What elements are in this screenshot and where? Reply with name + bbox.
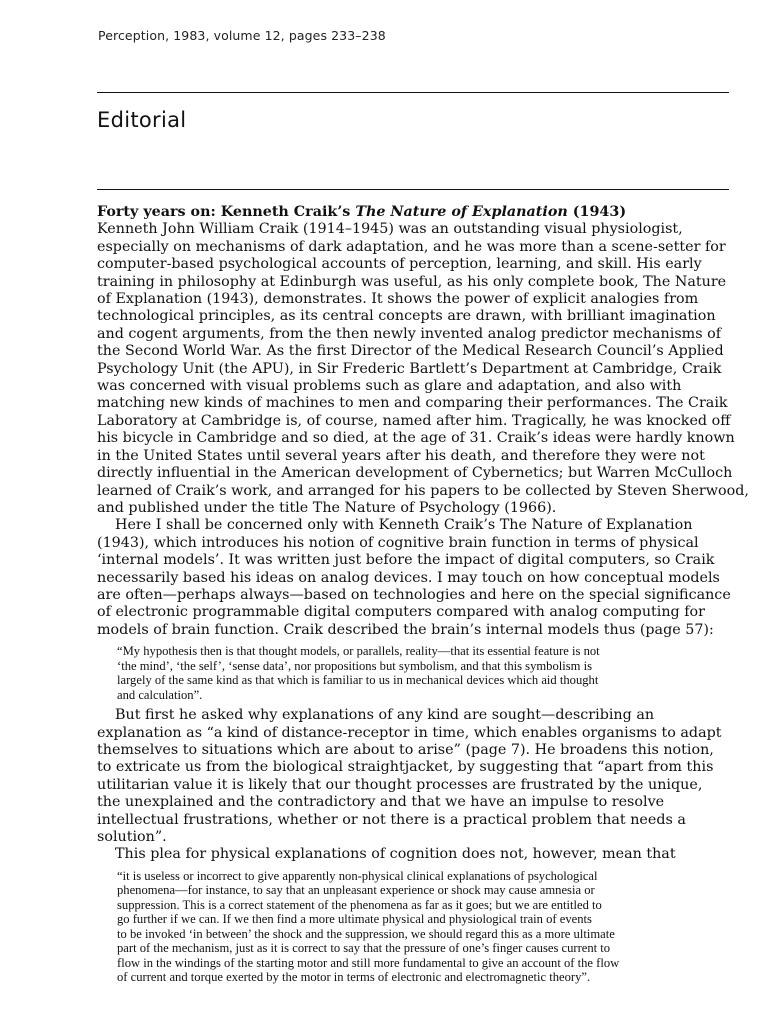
text-line: phenomena—for instance, to say that an unpleasant experience or shock may cause amnesia or [117,883,595,898]
text-line: the unexplained and the contradictory and that we have an impulse to resolve [97,794,665,811]
text-line: matching new kinds of machines to men and comparing their performances. The Craik [97,395,728,412]
article-body [97,204,749,990]
text-line: part of the mechanism, just as it is correct to say that the pressure of one’s finger causes current to [117,941,611,956]
paragraph-4 [97,846,737,863]
text-line: Psychology Unit (the APU), in Sir Frederic Bartlett’s Department at Cambridge, Craik [97,360,722,377]
text-line: are often—perhaps always—based on technologies and here on the special significance [97,586,731,603]
text-line: in the United States until several years after his death, and therefore they were not [97,447,705,464]
paragraph-3 [97,707,737,846]
text-line: training in philosophy at Edinburgh was useful, as his only complete book, The Nature [97,273,727,290]
text-line: learned of Craik’s work, and arranged for his papers to be collected by Steven Sherwood, [97,482,749,499]
text-line: solution”. [97,829,167,845]
text-line: go further if we can. If we then find a more ultimate physical and physiological train of events [117,912,592,927]
text-line: “My hypothesis then is that thought models, or parallels, reality—that its essential feature is not [117,644,600,659]
text-line: flow in the windings of the starting motor and still more fundamental to give an account of the flow [117,955,620,970]
text-line: “it is useless or incorrect to give apparently non-physical clinical explanations of psychological [117,868,598,883]
paragraph-2 [97,517,737,639]
text-line: of current and torque exerted by the motor in terms of electronic and electromagnetic theory”. [117,970,591,985]
text-line: suppression. This is a correct statement of the phenomena as far as it goes; but we are entitled to [117,897,602,912]
journal-citation: Perception, 1983, volume 12, pages 233–238 [98,28,386,43]
text-line: largely of the same kind as that which is familiar to us in mechanical devices which aid thought [117,673,599,688]
section-divider [97,189,729,190]
paragraph-1 [97,221,749,517]
text-line: directly influential in the American development of Cybernetics; but Warren McCulloch [97,465,733,482]
text-line: This plea for physical explanations of cognition does not, however, mean that [115,846,676,863]
text-line: necessarily based his ideas on analog devices. I may touch on how conceptual models [97,569,720,586]
text-line: his bicycle in Cambridge and so died, at the age of 31. Craik’s ideas were hardly known [97,430,735,447]
text-line: technological principles, as its central concepts are drawn, with brilliant imagination [97,308,716,325]
text-line: the Second World War. As the first Director of the Medical Research Council’s Applied [97,343,724,360]
text-line: to extricate us from the biological straightjacket, by suggesting that “apart from this [97,759,714,776]
text-line: of electronic programmable digital computers compared with analog computing for [97,604,705,621]
article-heading [97,204,737,221]
text-line: and calculation”. [117,687,203,702]
text-line: But first he asked why explanations of any kind are sought—describing an [115,707,655,724]
text-line: ‘internal models’. It was written just before the impact of digital computers, so Craik [97,552,715,569]
text-line: and cogent arguments, from the then newly invented analog predictor mechanisms of [97,325,722,342]
text-line: ‘the mind’, ‘the self’, ‘sense data’, nor propositions but symbolism, and that this symbolism is [117,658,593,673]
section-title: Editorial [97,108,187,132]
text-line: themselves to situations which are about to arise” (page 7). He broadens this notion, [97,741,714,758]
text-line: explanation as “a kind of distance-receptor in time, which enables organisms to adapt [97,724,722,741]
heading-suffix: (1943) [567,204,627,220]
text-line: Kenneth John William Craik (1914–1945) was an outstanding visual physiologist, [97,221,683,238]
text-line: especially on mechanisms of dark adaptation, and he was more than a scene-setter for [97,238,726,255]
heading-prefix: Forty years on: Kenneth Craik’s [97,204,356,220]
text-line: intellectual frustrations, whether or not there is a practical problem that needs a [97,811,686,828]
text-line: and published under the title The Nature of Psychology (1966). [97,499,557,516]
text-line: Laboratory at Cambridge is, of course, named after him. Tragically, he was knocked off [97,412,731,429]
text-line: utilitarian value it is likely that our thought processes are frustrated by the unique, [97,776,703,793]
block-quote-1 [117,644,727,702]
top-divider [97,92,729,93]
text-line: computer-based psychological accounts of perception, learning, and skill. His early [97,256,702,273]
text-line: models of brain function. Craik described the brain’s internal models thus (page 57): [97,621,714,638]
heading-book-title: The Nature of Explanation [355,204,568,220]
text-line: to be invoked ‘in between’ the shock and the suppression, we should regard this as a more ultimate [117,926,615,941]
text-line: of Explanation (1943), demonstrates. It shows the power of explicit analogies from [97,291,699,308]
block-quote-2 [117,869,727,985]
text-line: Here I shall be concerned only with Kenneth Craik’s The Nature of Explanation [115,517,693,534]
text-line: (1943), which introduces his notion of cognitive brain function in terms of physical [97,534,699,551]
text-line: was concerned with visual problems such as glare and adaptation, and also with [97,378,682,395]
